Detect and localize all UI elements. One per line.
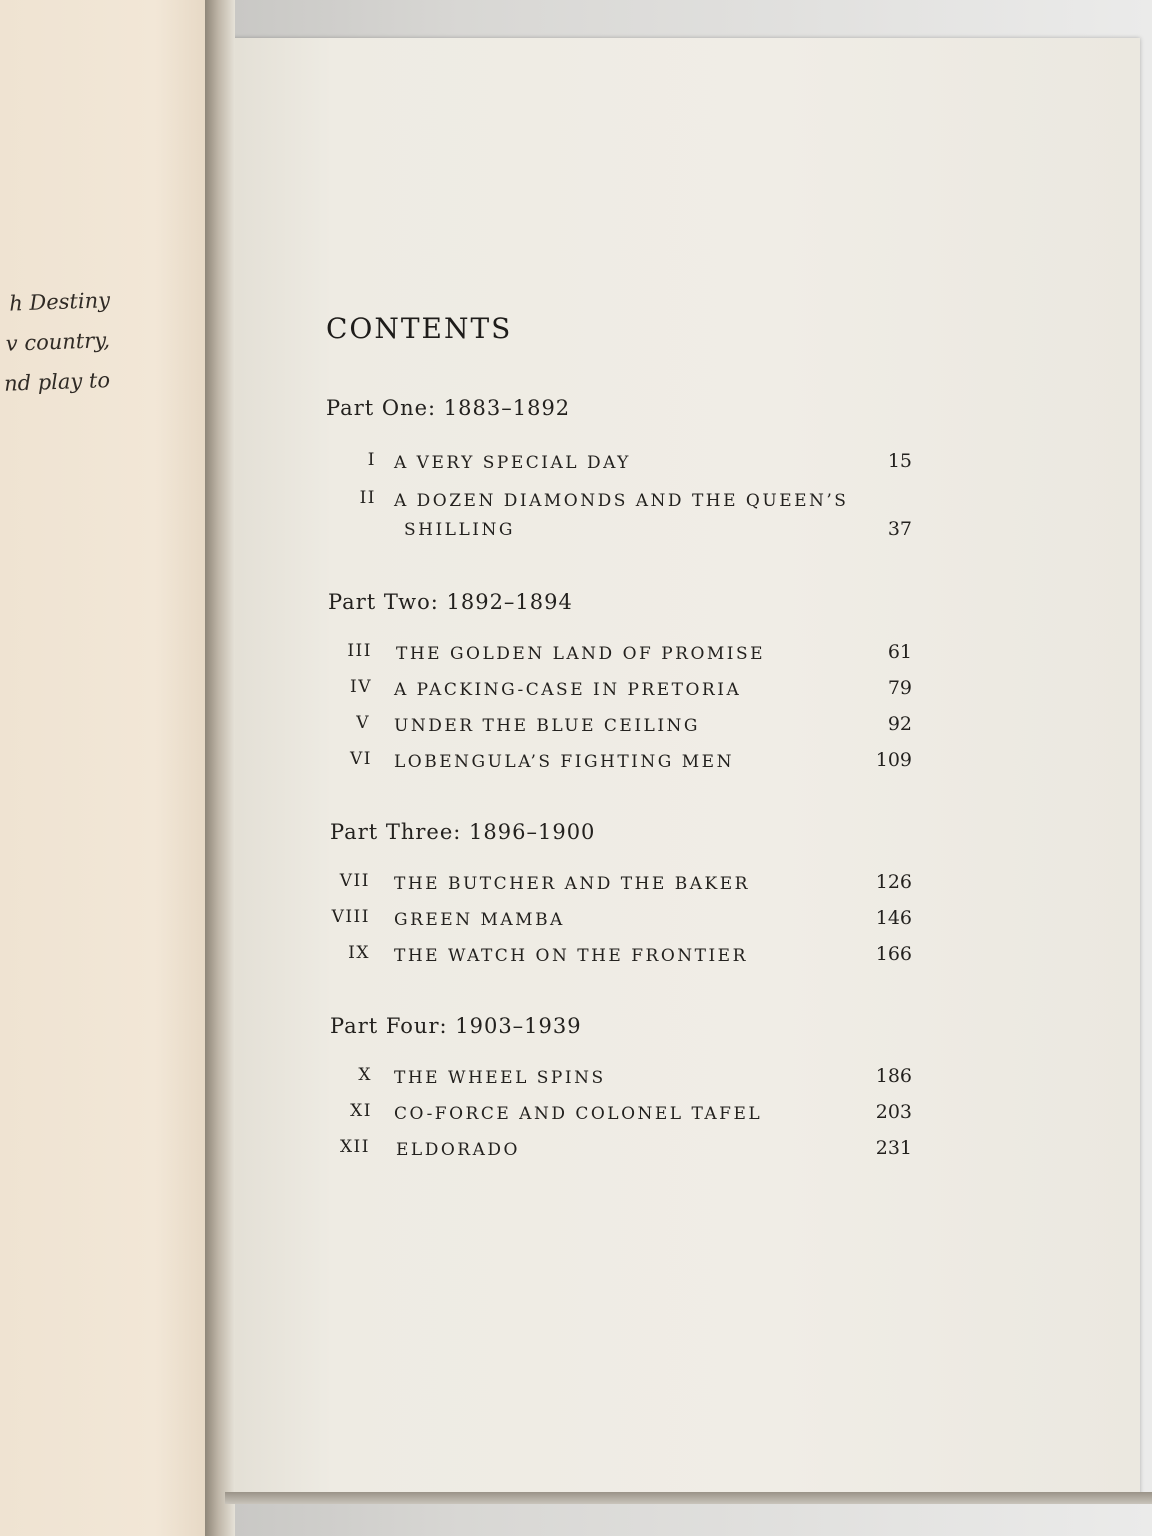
chapter-number: II — [359, 488, 376, 508]
chapter-page: 146 — [875, 907, 912, 929]
chapter-page: 92 — [887, 713, 912, 735]
part-heading: Part Four: 1903–1939 — [330, 1014, 582, 1038]
chapter-page: 15 — [887, 450, 912, 472]
chapter-title: ELDORADO — [396, 1140, 520, 1160]
chapter-page: 79 — [887, 677, 912, 699]
chapter-number: X — [358, 1065, 372, 1085]
left-line: h Destiny — [8, 288, 111, 316]
chapter-number: I — [367, 450, 376, 470]
chapter-title: UNDER THE BLUE CEILING — [394, 716, 701, 736]
chapter-title: THE BUTCHER AND THE BAKER — [394, 874, 750, 894]
left-line: v country, — [5, 328, 111, 356]
chapter-page: 166 — [875, 943, 912, 965]
chapter-title: THE GOLDEN LAND OF PROMISE — [396, 644, 766, 664]
chapter-title: THE WATCH ON THE FRONTIER — [394, 946, 748, 966]
chapter-number: IV — [350, 677, 372, 697]
chapter-title: LOBENGULA’S FIGHTING MEN — [394, 752, 734, 772]
chapter-number: V — [356, 713, 370, 733]
chapter-number: VII — [339, 871, 370, 891]
chapter-page: 37 — [887, 518, 912, 540]
chapter-number: IX — [348, 943, 370, 963]
chapter-title: A PACKING-CASE IN PRETORIA — [394, 680, 742, 700]
left-page-text — [0, 282, 110, 402]
chapter-page: 231 — [875, 1137, 912, 1159]
left-page — [0, 0, 222, 1536]
chapter-page: 61 — [887, 641, 912, 663]
chapter-title-continued: SHILLING — [404, 520, 515, 540]
chapter-number: XII — [339, 1137, 370, 1157]
chapter-page: 126 — [875, 871, 912, 893]
page-edge — [225, 1492, 1152, 1504]
chapter-page: 109 — [875, 749, 912, 771]
chapter-number: VI — [350, 749, 372, 769]
contents-title: CONTENTS — [326, 312, 513, 345]
chapter-number: III — [347, 641, 372, 661]
chapter-page: 186 — [875, 1065, 912, 1087]
chapter-number: XI — [350, 1101, 372, 1121]
chapter-title: A VERY SPECIAL DAY — [394, 453, 631, 473]
chapter-number: VIII — [331, 907, 370, 927]
part-heading: Part Two: 1892–1894 — [328, 590, 573, 614]
book-gutter — [205, 0, 235, 1536]
part-heading: Part One: 1883–1892 — [326, 396, 571, 420]
chapter-title: GREEN MAMBA — [394, 910, 565, 930]
chapter-title: THE WHEEL SPINS — [394, 1068, 606, 1088]
left-line: nd play to — [3, 368, 111, 396]
part-heading: Part Three: 1896–1900 — [330, 820, 596, 844]
chapter-title: A DOZEN DIAMONDS AND THE QUEEN’S — [394, 491, 849, 511]
chapter-page: 203 — [875, 1101, 912, 1123]
chapter-title: CO-FORCE AND COLONEL TAFEL — [394, 1104, 763, 1124]
